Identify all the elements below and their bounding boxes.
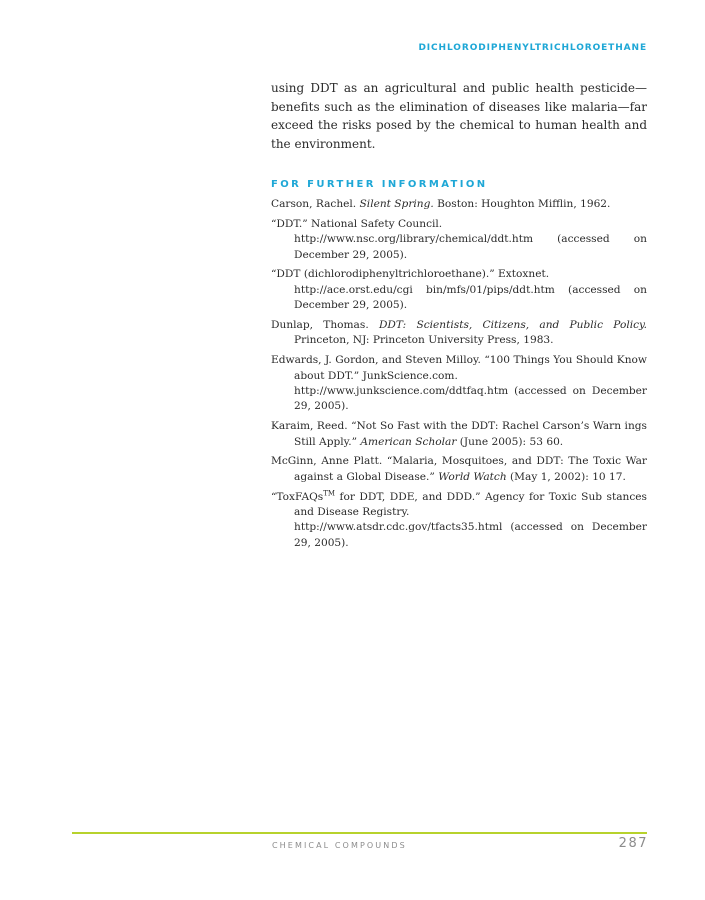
running-head: DICHLORODIPHENYLTRICHLOROETHANE [418, 43, 647, 53]
reference-details: for DDT, DDE, and DDD.” Agency for Toxic Sub stances and Disease Registry. [294, 490, 647, 519]
reference-karaim [271, 419, 647, 450]
reference-list [271, 197, 647, 556]
reference-details: (May 1, 2002): 10 17. [506, 470, 626, 483]
reference-author: McGinn, Anne Platt. “Malaria, Mosquitoes, and DDT: The Toxic War against a Global Disease.” [271, 455, 647, 483]
reference-author: “ToxFAQs [271, 490, 324, 503]
reference-author: Karaim, Reed. “Not So Fast with the DDT: Rachel Carson’s Warn ings Still Apply.” [271, 420, 647, 448]
section-heading: FOR FURTHER INFORMATION [271, 179, 488, 190]
reference-extoxnet [271, 267, 647, 313]
trademark-superscript: TM [323, 489, 336, 498]
reference-details: Princeton, NJ: Princeton University Press, 1983. [294, 334, 554, 347]
reference-toxfaqs [271, 490, 647, 552]
footer-book-title: CHEMICAL COMPOUNDS [272, 841, 407, 850]
reference-author: “DDT (dichlorodiphenyltrichloroethane).” Extoxnet. [271, 268, 550, 281]
reference-title: Silent Spring. [359, 198, 434, 210]
reference-author: Carson, Rachel. [271, 198, 360, 210]
reference-url[interactable]: http://www.junkscience.com/ddtfaq.htm (accessed on December 29, 2005). [294, 385, 647, 413]
reference-dunlap [271, 318, 647, 349]
reference-author: Dunlap, Thomas. [271, 319, 379, 332]
reference-nsc-ddt [271, 217, 647, 263]
reference-author: “DDT.” National Safety Council. [271, 217, 443, 230]
reference-title: World Watch [438, 470, 507, 483]
page-number: 287 [618, 836, 648, 851]
reference-edwards [271, 353, 647, 415]
footer-rule [72, 832, 647, 834]
reference-mcginn [271, 454, 647, 485]
body-paragraph: using DDT as an agricultural and public health pesticide—benefits such as the elimination of diseases like malaria—far exceed the risks posed by the chemical to human health and the environment. [271, 81, 647, 151]
reference-carson [271, 197, 647, 212]
reference-author: Edwards, J. Gordon, and Steven Milloy. “100 Things You Should Know about DDT.” JunkScience.com. [271, 354, 647, 382]
reference-url[interactable]: http://www.atsdr.cdc.gov/tfacts35.html (accessed on December 29, 2005). [294, 521, 647, 549]
reference-url[interactable]: http://ace.orst.edu/cgi bin/mfs/01/pips/ddt.htm (accessed on December 29, 2005). [294, 283, 647, 312]
reference-title: American Scholar [360, 435, 457, 448]
reference-details: Boston: Houghton Mifflin, 1962. [433, 198, 611, 210]
reference-title: DDT: Scientists, Citizens, and Public Policy. [378, 319, 647, 332]
reference-url[interactable]: http://www.nsc.org/library/chemical/ddt.htm (accessed on December 29, 2005). [294, 233, 647, 261]
reference-details: (June 2005): 53 60. [456, 435, 564, 448]
